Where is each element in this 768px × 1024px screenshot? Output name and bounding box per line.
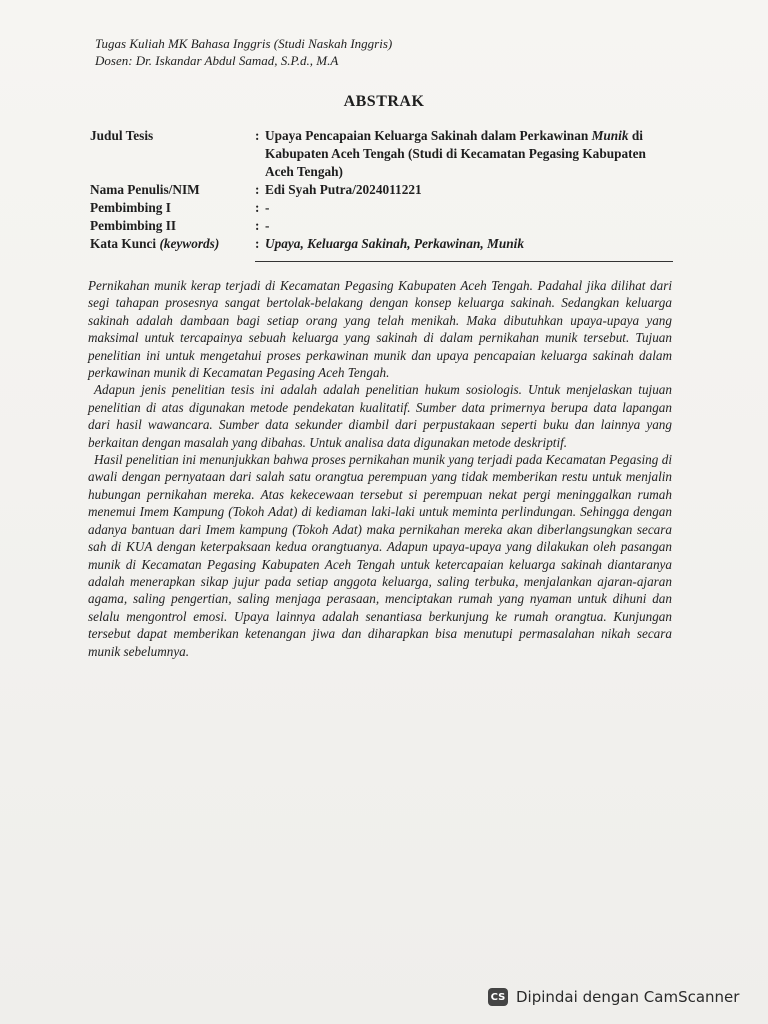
meta-row-author: [90, 181, 675, 199]
thesis-metadata: [90, 127, 675, 253]
meta-value-author: Edi Syah Putra/2024011221: [265, 182, 422, 197]
abstract-body: [88, 277, 672, 660]
keywords-list: Upaya, Keluarga Sakinah, Perkawinan, Munik: [265, 236, 524, 251]
keywords-label: Kata Kunci: [90, 236, 160, 251]
camscanner-logo-icon: CS: [488, 988, 508, 1006]
course-title: Tugas Kuliah MK Bahasa Inggris (Studi Naskah Inggris): [95, 36, 393, 51]
abstract-paragraph-2: Adapun jenis penelitian tesis ini adalah adalah penelitian hukum sosiologis. Untuk menjelaskan tujuan penelitian di atas digunakan metode pendekatan kualitatif. Sumber data primernya berupa data lapangan dari hasil wawancara. Sumber data sekunder diambil dari perpustakaan seperti buku dan lainnya yang berkaitan dengan masalah yang dibahas. Untuk analisa data digunakan metode deskriptif.: [88, 382, 672, 450]
meta-value-supervisor-2: -: [265, 218, 270, 233]
abstract-paragraph-1: Pernikahan munik kerap terjadi di Kecamatan Pegasing Kabupaten Aceh Tengah. Padahal jika dilihat dari segi tahapan prosesnya sangat bertolak-belakang dengan konsep keluarga sakinah. Sedangkan keluarga sakinah adalah dambaan bagi setiap orang yang telah menikah. Maka dibutuhkan upaya-upaya yang maksimal untuk tercapainya sebuah keluarga yang sakinah di dalam pernikahan munik tersebut. Tujuan penelitian ini untuk mengetahui proses perkawinan munik dan upaya pencapaian keluarga sakinah dalam perkawinan munik di Kecamatan Pegasing Aceh Tengah.: [88, 278, 672, 381]
meta-row-supervisor-1: [90, 199, 675, 217]
camscanner-watermark: [488, 985, 739, 1009]
meta-value-keywords: [265, 235, 675, 253]
meta-label: Nama Penulis/NIM: [90, 182, 200, 197]
meta-value-supervisor-1: -: [265, 200, 270, 215]
title-part-1: Upaya Pencapaian Keluarga Sakinah dalam Perkawinan: [265, 128, 592, 143]
meta-label: Pembimbing I: [90, 200, 171, 215]
meta-row-title: [90, 127, 675, 181]
meta-separator: :: [255, 236, 260, 251]
meta-value-title: [265, 127, 675, 181]
meta-row-keywords: [90, 235, 675, 253]
meta-label: Judul Tesis: [90, 128, 154, 143]
meta-separator: :: [255, 200, 260, 215]
meta-separator: :: [255, 218, 260, 233]
lecturer-name: Dosen: Dr. Iskandar Abdul Samad, S.P.d., M.A: [95, 53, 339, 68]
abstract-paragraph-3: Hasil penelitian ini menunjukkan bahwa proses pernikahan munik yang terjadi pada Kecamatan Pegasing di awali dengan pernyataan dari salah satu orangtua perempuan yang tidak memberikan restu untuk menjalin hubungan pernikahan mereka. Atas kekecewaan tersebut si perempuan nekat pergi meninggalkan rumah menemui Imem Kampung (Tokoh Adat) di kediaman laki-laki untuk meminta perlindungan. Sehingga dengan adanya bantuan dari Imem kampung (Tokoh Adat) maka pernikahan mereka akan diberlangsungkan secara sah di KUA dengan keterpaksaan kedua orangtuanya. Adapun upaya-upaya yang dilakukan oleh pasangan munik di Kecamatan Pegasing Kabupaten Aceh Tengah untuk ketercapaian keluarga sakinah diantaranya adalah menerapkan sikap jujur pada setiap anggota keluarga, saling terbuka, menjalankan ajaran-ajaran agama, saling pengertian, saling menjaga perasaan, menciptakan rumah yang nyaman untuk dihuni dan selalu mengontrol emosi. Upaya lainnya adalah senantiasa berkunjung ke rumah orangtua. Kunjungan tersebut dapat memberikan ketenangan jiwa dan diharapkan bisa menutupi permasalahan nikah secara munik sebelumnya.: [88, 452, 672, 659]
page-title: ABSTRAK: [343, 93, 425, 110]
title-part-2: di Kabupaten Aceh Tengah (Studi di Kecamatan Pegasing Kabupaten Aceh Tengah): [265, 128, 646, 179]
watermark-text: Dipindai dengan CamScanner: [516, 988, 740, 1006]
header-divider: [255, 261, 673, 262]
meta-separator: :: [255, 182, 260, 197]
course-header: [95, 35, 392, 69]
meta-separator: :: [255, 128, 260, 143]
keywords-label-emphasis: (keywords): [159, 236, 220, 251]
meta-label-keywords: [90, 235, 255, 253]
meta-row-supervisor-2: [90, 217, 675, 235]
title-emphasis: Munik: [591, 128, 629, 143]
meta-label: Pembimbing II: [90, 218, 177, 233]
